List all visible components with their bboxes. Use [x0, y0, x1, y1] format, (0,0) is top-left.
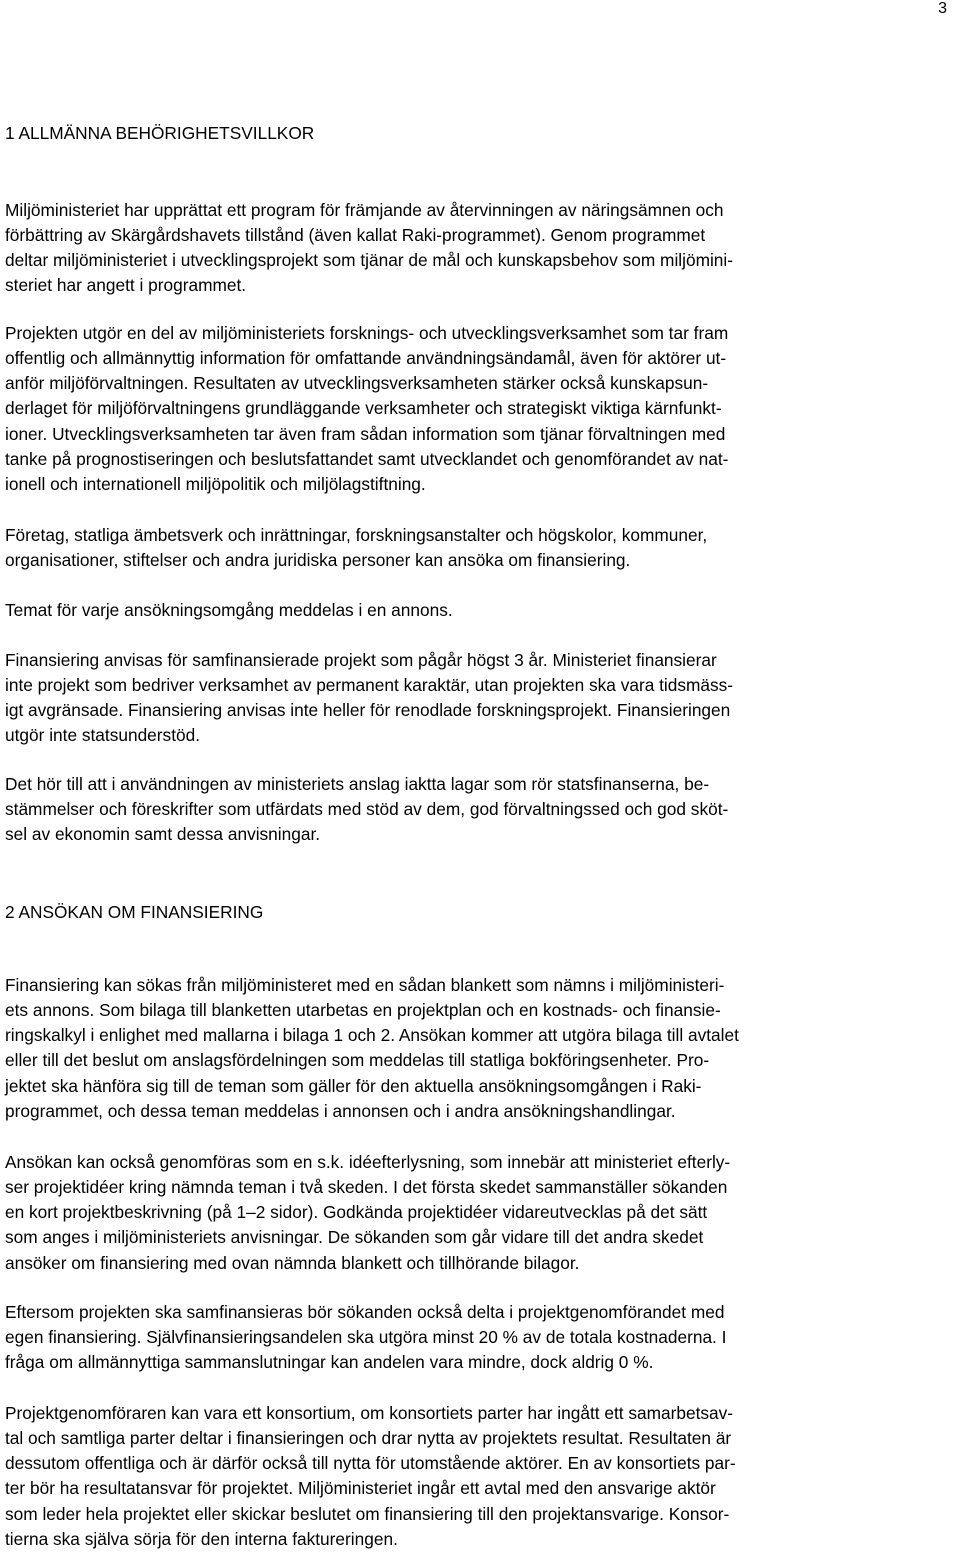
paragraph — [5, 1150, 929, 1276]
text-line: ser projektidéer kring nämnda teman i två skeden. I det första skedet sammanställer sökanden — [5, 1177, 728, 1198]
paragraph — [5, 1401, 929, 1552]
paragraph — [5, 772, 929, 847]
text-line: anför miljöförvaltningen. Resultaten av utvecklingsverksamheten stärker också kunskapsun- — [5, 373, 709, 394]
text-line: ionell och internationell miljöpolitik och miljölagstiftning. — [5, 473, 426, 494]
text-line: Projektgenomföraren kan vara ett konsortium, om konsortiets parter har ingått ett samarbetsav- — [5, 1403, 734, 1423]
text-line: som leder hela projektet eller skickar beslutet om finansiering till den projektansvarige. Konsor- — [5, 1503, 730, 1524]
text-line: Företag, statliga ämbetsverk och inrättningar, forskningsanstalter och högskolor, kommuner, — [5, 525, 708, 545]
text-line: förbättring av Skärgårdshavets tillstånd (även kallat Raki-programmet). Genom programmet — [5, 225, 706, 246]
text-line: igt avgränsade. Finansiering anvisas inte heller för renodlade forskningsprojekt. Finansieringen — [5, 700, 731, 721]
paragraph — [5, 523, 929, 573]
text-line: Finansiering anvisas för samfinansierade projekt som pågår högst 3 år. Ministeriet finansierar — [5, 650, 717, 670]
text-line: tanke på prognostiseringen och beslutsfattandet samt utvecklandet och genomförandet av nat- — [5, 448, 729, 469]
paragraph — [5, 198, 929, 299]
section-heading: 1 ALLMÄNNA BEHÖRIGHETSVILLKOR — [5, 123, 315, 143]
text-line: ter bör ha resultatansvar för projektet. Miljöministeriet ingår ett avtal med den ansvarige aktör — [5, 1478, 716, 1499]
text-line: ringskalkyl i enlighet med mallarna i bilaga 1 och 2. Ansökan kommer att utgöra bilaga till avtalet — [5, 1025, 739, 1046]
text-line: derlaget för miljöförvaltningens grundläggande verksamheter och strategiskt viktiga kärnfunkt- — [5, 398, 722, 419]
text-line: Det hör till att i användningen av ministeriets anslag iaktta lagar som rör statsfinanserna, be- — [5, 774, 710, 794]
page-number: 3 — [938, 0, 947, 17]
text-line: stämmelser och föreskrifter som utfärdats med stöd av dem, god förvaltningssed och god sköt- — [5, 799, 729, 820]
text-line: programmet, och dessa teman meddelas i annonsen och i andra ansökningshandlingar. — [5, 1100, 676, 1121]
text-line: Eftersom projekten ska samfinansieras bör sökanden också delta i projektgenomförandet med — [5, 1302, 725, 1322]
text-line: ets annons. Som bilaga till blanketten utarbetas en projektplan och en kostnads- och finansie- — [5, 1000, 721, 1021]
text-line: en kort projektbeskrivning (på 1–2 sidor). Godkända projektidéer vidareutvecklas på det sätt — [5, 1202, 708, 1223]
paragraph — [5, 321, 929, 497]
text-line: jektet ska hänföra sig till de teman som gäller för den aktuella ansökningsomgången i Raki- — [5, 1075, 702, 1096]
text-line: eller till det beslut om anslagsfördelningen som meddelas till statliga bokföringsenheter. Pro- — [5, 1050, 710, 1071]
text-line: egen finansiering. Självfinansieringsandelen ska utgöra minst 20 % av de totala kostnaderna. I — [5, 1327, 727, 1348]
text-line: fråga om allmännyttiga sammanslutningar kan andelen vara mindre, dock aldrig 0 %. — [5, 1352, 654, 1373]
text-line: sel av ekonomin samt dessa anvisningar. — [5, 824, 321, 845]
text-line: deltar miljöministeriet i utvecklingsprojekt som tjänar de mål och kunskapsbehov som miljömini- — [5, 250, 734, 271]
text-line: Ansökan kan också genomföras som en s.k. idéefterlysning, som innebär att ministeriet efterly- — [5, 1152, 731, 1172]
paragraph — [5, 973, 929, 1124]
paragraph — [5, 1300, 929, 1375]
section-heading: 2 ANSÖKAN OM FINANSIERING — [5, 902, 264, 922]
text-line: tierna ska själva sörja för den interna faktureringen. — [5, 1528, 398, 1549]
text-line: tal och samtliga parter deltar i finansieringen och drar nytta av projektets resultat. Resultaten är — [5, 1428, 732, 1449]
text-line: inte projekt som bedriver verksamhet av permanent karaktär, utan projekten ska vara tidsmäss- — [5, 675, 734, 696]
text-line: offentlig och allmännyttig information för omfattande användningsändamål, även för aktörer ut- — [5, 348, 727, 369]
text-line: steriet har angett i programmet. — [5, 275, 247, 296]
text-line: organisationer, stiftelser och andra juridiska personer kan ansöka om finansiering. — [5, 550, 631, 571]
text-line: Projekten utgör en del av miljöministeriets forsknings- och utvecklingsverksamhet som tar fram — [5, 323, 729, 343]
paragraph — [5, 648, 929, 749]
text-line: dessutom offentliga och är därför också till nytta för utomstående aktörer. En av konsortiets par- — [5, 1453, 736, 1474]
paragraph — [5, 598, 929, 623]
text-line: ansöker om finansiering med ovan nämnda blankett och tillhörande bilagor. — [5, 1252, 580, 1273]
text-line: utgör inte statsunderstöd. — [5, 725, 201, 746]
text-line: Temat för varje ansökningsomgång meddelas i en annons. — [5, 600, 453, 620]
text-line: ioner. Utvecklingsverksamheten tar även fram sådan information som tjänar förvaltningen med — [5, 423, 726, 444]
text-line: Miljöministeriet har upprättat ett program för främjande av återvinningen av näringsämnen och — [5, 200, 724, 220]
text-line: som anges i miljöministeriets anvisningar. De sökanden som går vidare till det andra skedet — [5, 1227, 704, 1248]
text-line: Finansiering kan sökas från miljöministeret med en sådan blankett som nämns i miljöministeri- — [5, 975, 725, 995]
